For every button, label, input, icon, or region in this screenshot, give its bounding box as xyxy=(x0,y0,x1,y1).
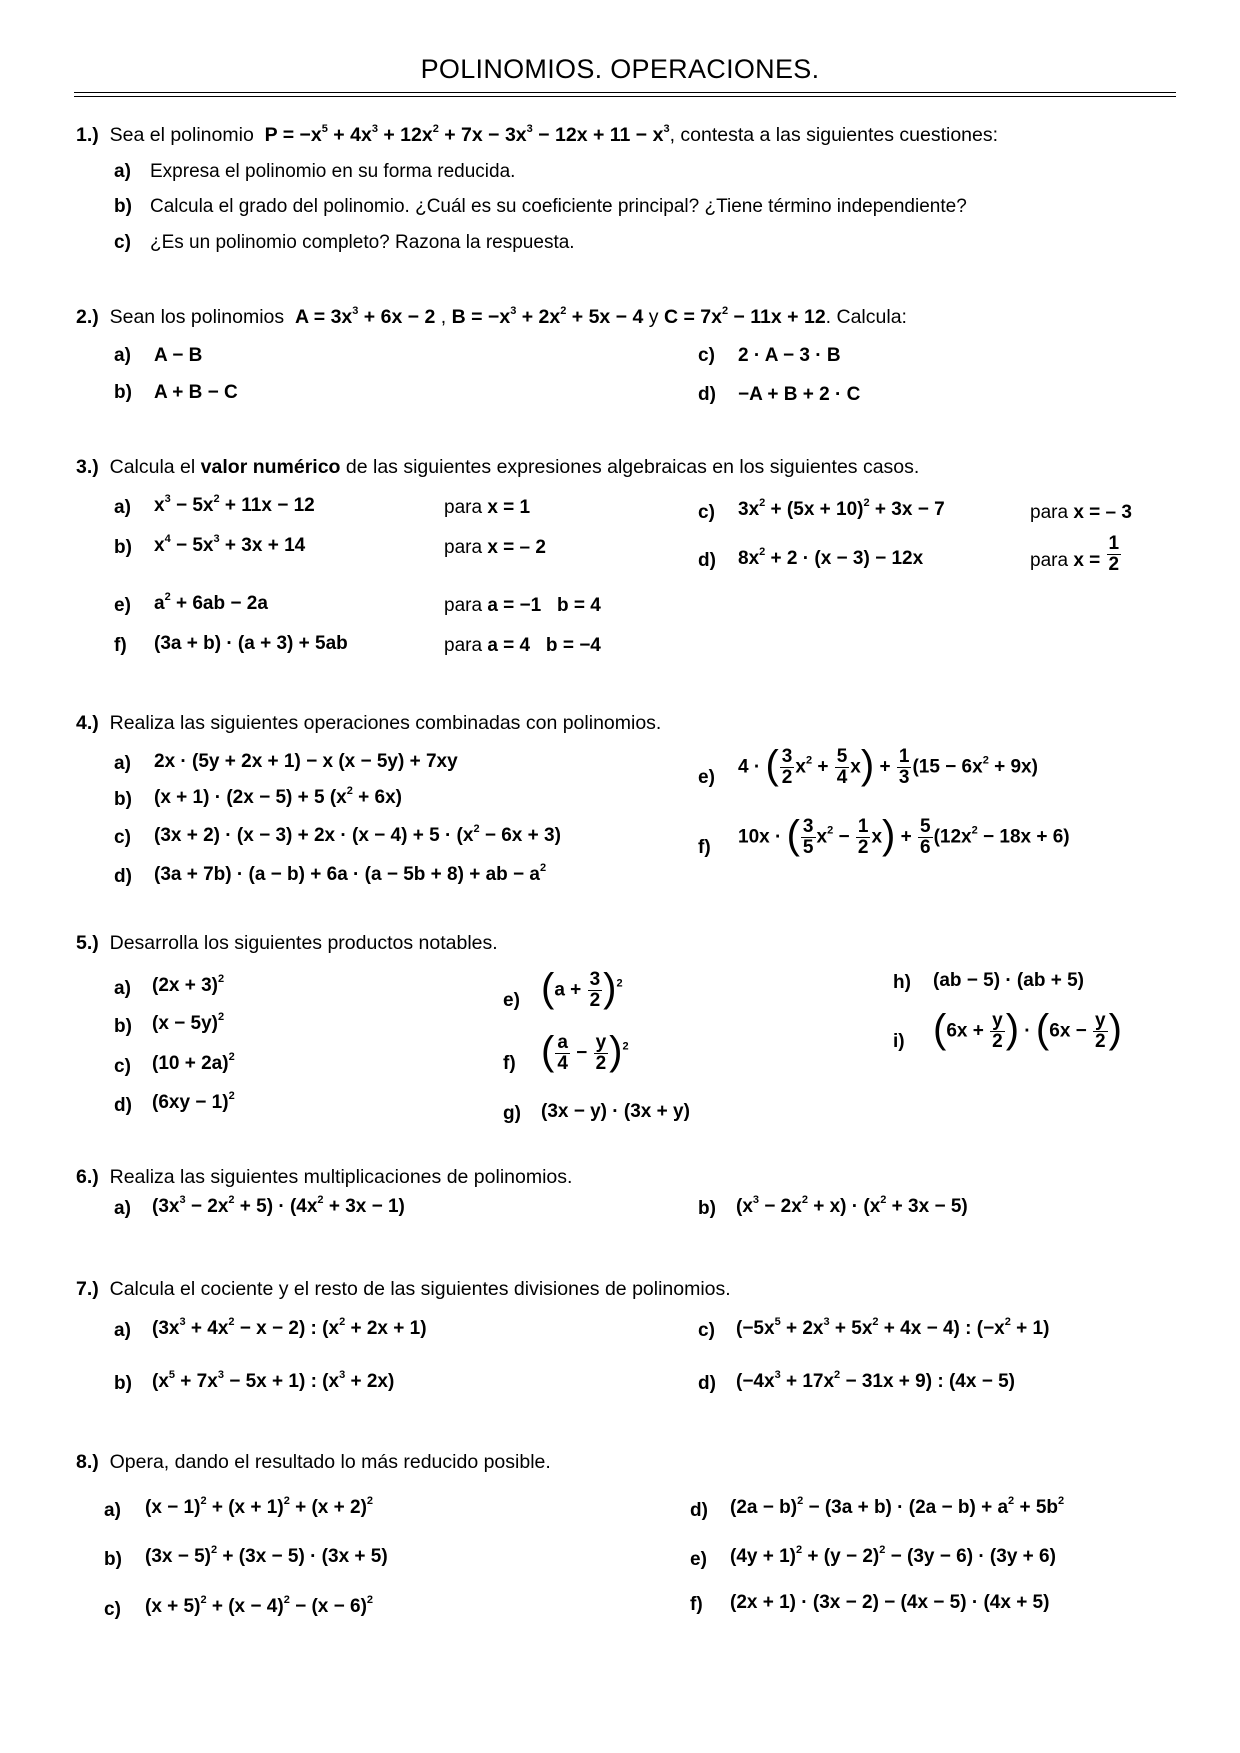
expr-2d: −A + B + 2 · C xyxy=(738,384,861,405)
expr-5c: $(10 + 2a)^2$ xyxy=(152,1051,235,1074)
expr-6b: $(x^3 - 2x^2 + x) \cdot (x^2 + 3x - 5)$ xyxy=(736,1194,968,1217)
exercise-1-statement xyxy=(76,124,998,147)
expr-8e: $(4y + 1)^2 + (y - 2)^2 - (3y - 6) \cdot (3y + 6)$ xyxy=(730,1544,1056,1567)
exercise-text: Opera, dando el resultado lo más reducido posible. xyxy=(109,1451,551,1473)
item-label: d) xyxy=(690,1500,708,1521)
item-label: g) xyxy=(503,1103,521,1124)
item-label: d) xyxy=(114,1095,132,1116)
item-label: e) xyxy=(503,990,520,1011)
exercise-8-statement xyxy=(76,1451,551,1474)
item-label: c) xyxy=(698,1320,715,1341)
expr-7d: $(-4x^3 + 17x^2 - 31x + 9)$ : (4x − 5) xyxy=(736,1369,1015,1392)
expr-3f: (3a + b) · (a + 3) + 5ab xyxy=(154,633,348,654)
expr-3a: $x^3 - 5x^2 + 11x - 12$ xyxy=(154,493,315,516)
expr-5e: (a + $\frac{3}{2}$ )$^2$ xyxy=(541,966,623,1011)
condition-3d: para x = $\frac{1}{2}$ xyxy=(1030,533,1120,575)
item-label: a) xyxy=(114,1320,131,1341)
item-label: d) xyxy=(698,550,716,571)
item-label: c) xyxy=(114,827,131,848)
expr-4b: (x + 1) · (2x − 5) + 5 $(x^2 + 6x)$ xyxy=(154,785,402,808)
item-label: e) xyxy=(690,1549,707,1570)
expr-5a: $(2x + 3)^2$ xyxy=(152,973,225,996)
exercise-text: Calcula el cociente y el resto de las siguientes divisiones de polinomios. xyxy=(109,1278,731,1300)
exercise-4-statement xyxy=(76,712,661,735)
question-1a: Expresa el polinomio en su forma reducida. xyxy=(150,161,516,182)
exercise-number: 2.) xyxy=(76,306,99,328)
item-label: d) xyxy=(114,866,132,887)
expr-5g: (3x − y) · (3x + y) xyxy=(541,1101,690,1122)
exercise-number: 1.) xyxy=(76,124,99,146)
expr-4d: (3a + 7b) · (a − b) + 6a · (a − 5b + 8) + ab − $a^2$ xyxy=(154,862,547,885)
item-label: f) xyxy=(698,837,711,858)
exercise-6-statement xyxy=(76,1166,572,1189)
item-label: b) xyxy=(114,1373,132,1394)
exercise-text-post: de las siguientes expresiones algebraicas en los siguientes casos. xyxy=(345,456,920,478)
exercise-2-statement: 2.) Sean los polinomios $A = 3x^3 + 6x - 2$ , $B = -x^3 + 2x^2 + 5x - 4$ y $C = 7x^2 - 11x + 12$. Calcula: xyxy=(76,305,907,328)
item-label: i) xyxy=(893,1031,905,1052)
polynomial-C: $C = 7x^2 - 11x + 12$ xyxy=(663,305,826,328)
exercise-7-statement xyxy=(76,1278,731,1301)
exercise-number: 4.) xyxy=(76,712,99,734)
exercise-text-post: . Calcula: xyxy=(825,306,907,328)
question-1b: Calcula el grado del polinomio. ¿Cuál es su coeficiente principal? ¿Tiene término independiente? xyxy=(150,196,967,217)
item-label: h) xyxy=(893,972,911,993)
exercise-text-post: , contesta a las siguientes cuestiones: xyxy=(669,124,999,146)
expr-8b: $(3x - 5)^2 + (3x - 5) \cdot (3x + 5)$ xyxy=(145,1544,388,1567)
condition-3e: para a = −1 b = 4 xyxy=(444,595,601,616)
expr-5h: (ab − 5) · (ab + 5) xyxy=(933,970,1084,991)
item-label: a) xyxy=(114,753,131,774)
item-label: b) xyxy=(114,382,132,403)
item-label: b) xyxy=(698,1198,716,1219)
expr-7b: $(x^5 + 7x^3 - 5x + 1)$ : $(x^3 + 2x)$ xyxy=(152,1369,395,1392)
item-label: b) xyxy=(114,537,132,558)
expr-8f: (2x + 1) · (3x − 2) − (4x − 5) · (4x + 5) xyxy=(730,1592,1050,1613)
polynomial-B: $B = -x^3 + 2x^2 + 5x - 4$ xyxy=(451,305,644,328)
item-label: f) xyxy=(114,635,127,656)
expr-5b: $(x - 5y)^2$ xyxy=(152,1011,225,1034)
item-label: f) xyxy=(690,1594,703,1615)
expr-7a: $(3x^3 + 4x^2 - x - 2)$ : $(x^2 + 2x + 1)$ xyxy=(152,1316,427,1339)
expr-5f: ( $\frac{a}{4}$ − $\frac{y}{2}$ )$^2$ xyxy=(541,1029,629,1074)
expr-2b: A + B − C xyxy=(154,382,238,403)
expr-5d: $(6xy - 1)^2$ xyxy=(152,1090,235,1113)
item-label: a) xyxy=(114,978,131,999)
expr-4a: 2x · (5y + 2x + 1) − x (x − 5y) + 7xy xyxy=(154,751,458,772)
item-label: d) xyxy=(698,1373,716,1394)
item-label: c) xyxy=(104,1599,121,1620)
expr-2c: 2 · A − 3 · B xyxy=(738,345,841,366)
polynomial-A: $A = 3x^3 + 6x - 2$ xyxy=(294,305,436,328)
expr-8c: $(x + 5)^2 + (x - 4)^2 - (x - 6)^2$ xyxy=(145,1594,374,1617)
exercise-text: Calcula el xyxy=(109,456,196,478)
exercise-3-statement xyxy=(76,456,919,479)
item-label: a) xyxy=(104,1500,121,1521)
condition-3f: para a = 4 b = −4 xyxy=(444,635,601,656)
expr-2a: A − B xyxy=(154,345,203,366)
condition-3a: para x = 1 xyxy=(444,497,531,518)
conjunction: y xyxy=(648,306,659,328)
item-label: c) xyxy=(698,345,715,366)
exercise-text: Sea el polinomio xyxy=(109,124,254,146)
expr-6a: $(3x^3 - 2x^2 + 5) \cdot (4x^2 + 3x - 1)$ xyxy=(152,1194,405,1217)
item-label: c) xyxy=(114,1056,131,1077)
expr-8d: $(2a - b)^2 - (3a + b) \cdot (2a - b) + a^2 + 5b^2$ xyxy=(730,1495,1065,1518)
expr-7c: $(-5x^5 + 2x^3 + 5x^2 + 4x - 4)$ : $(-x^2 + 1)$ xyxy=(736,1316,1050,1339)
exercise-text-bold: valor numérico xyxy=(200,456,341,478)
item-label: a) xyxy=(114,161,131,182)
expr-8a: $(x - 1)^2 + (x + 1)^2 + (x + 2)^2$ xyxy=(145,1495,374,1518)
item-label: c) xyxy=(114,232,131,253)
polynomial-P: $P = -x^5 + 4x^3 + 12x^2 + 7x - 3x^3 - 12x + 11 - x^3$ xyxy=(264,123,670,146)
exercise-number: 5.) xyxy=(76,932,99,954)
item-label: b) xyxy=(114,789,132,810)
item-label: d) xyxy=(698,384,716,405)
item-label: a) xyxy=(114,497,131,518)
expr-3e: $a^2 + 6ab - 2a$ xyxy=(154,591,268,614)
expr-4f: 10x · ( $\frac{3}{5}$ $x^2$ − $\frac{1}{2}$ x) + $\frac{5}{6}$ $(12x^2 - 18x + 6)$ xyxy=(738,813,1070,858)
exercise-number: 3.) xyxy=(76,456,99,478)
item-label: a) xyxy=(114,345,131,366)
expr-3d: $8x^2 + 2 \cdot (x - 3) - 12x$ xyxy=(738,546,924,569)
exercise-number: 6.) xyxy=(76,1166,99,1188)
expr-5i: (6x + $\frac{y}{2}$ ) · (6x − $\frac{y}{2}$ ) xyxy=(933,1007,1122,1052)
exercise-text: Desarrolla los siguientes productos notables. xyxy=(109,932,498,954)
condition-3c: para x = – 3 xyxy=(1030,502,1132,523)
item-label: e) xyxy=(114,595,131,616)
page-title: POLINOMIOS. OPERACIONES. xyxy=(420,54,820,84)
expr-3c: $3x^2 + (5x + 10)^2 + 3x - 7$ xyxy=(738,497,945,520)
exercise-number: 7.) xyxy=(76,1278,99,1300)
condition-3b: para x = – 2 xyxy=(444,537,546,558)
exercise-text: Sean los polinomios xyxy=(109,306,285,328)
item-label: a) xyxy=(114,1198,131,1219)
title-rule-double xyxy=(74,96,1176,97)
exercise-text: Realiza las siguientes multiplicaciones de polinomios. xyxy=(109,1166,573,1188)
expr-4c: $(3x + 2) \cdot (x - 3) + 2x \cdot (x - 4) + 5 \cdot (x^2 - 6x + 3)$ xyxy=(154,823,561,846)
item-label: f) xyxy=(503,1053,516,1074)
exercise-number: 8.) xyxy=(76,1451,99,1473)
expr-4e: 4 · ( $\frac{3}{2}$ $x^2$ + $\frac{5}{4}$ x) + $\frac{1}{3}$ $(15 - 6x^2 + 9x)$ xyxy=(738,743,1038,788)
exercise-text: Realiza las siguientes operaciones combinadas con polinomios. xyxy=(109,712,662,734)
title-rule xyxy=(74,92,1176,93)
item-label: b) xyxy=(104,1549,122,1570)
item-label: b) xyxy=(114,1016,132,1037)
expr-3b: $x^4 - 5x^3 + 3x + 14$ xyxy=(154,533,306,556)
question-1c: ¿Es un polinomio completo? Razona la respuesta. xyxy=(150,232,575,253)
item-label: b) xyxy=(114,196,132,217)
exercise-5-statement xyxy=(76,932,498,955)
item-label: e) xyxy=(698,767,715,788)
item-label: c) xyxy=(698,502,715,523)
